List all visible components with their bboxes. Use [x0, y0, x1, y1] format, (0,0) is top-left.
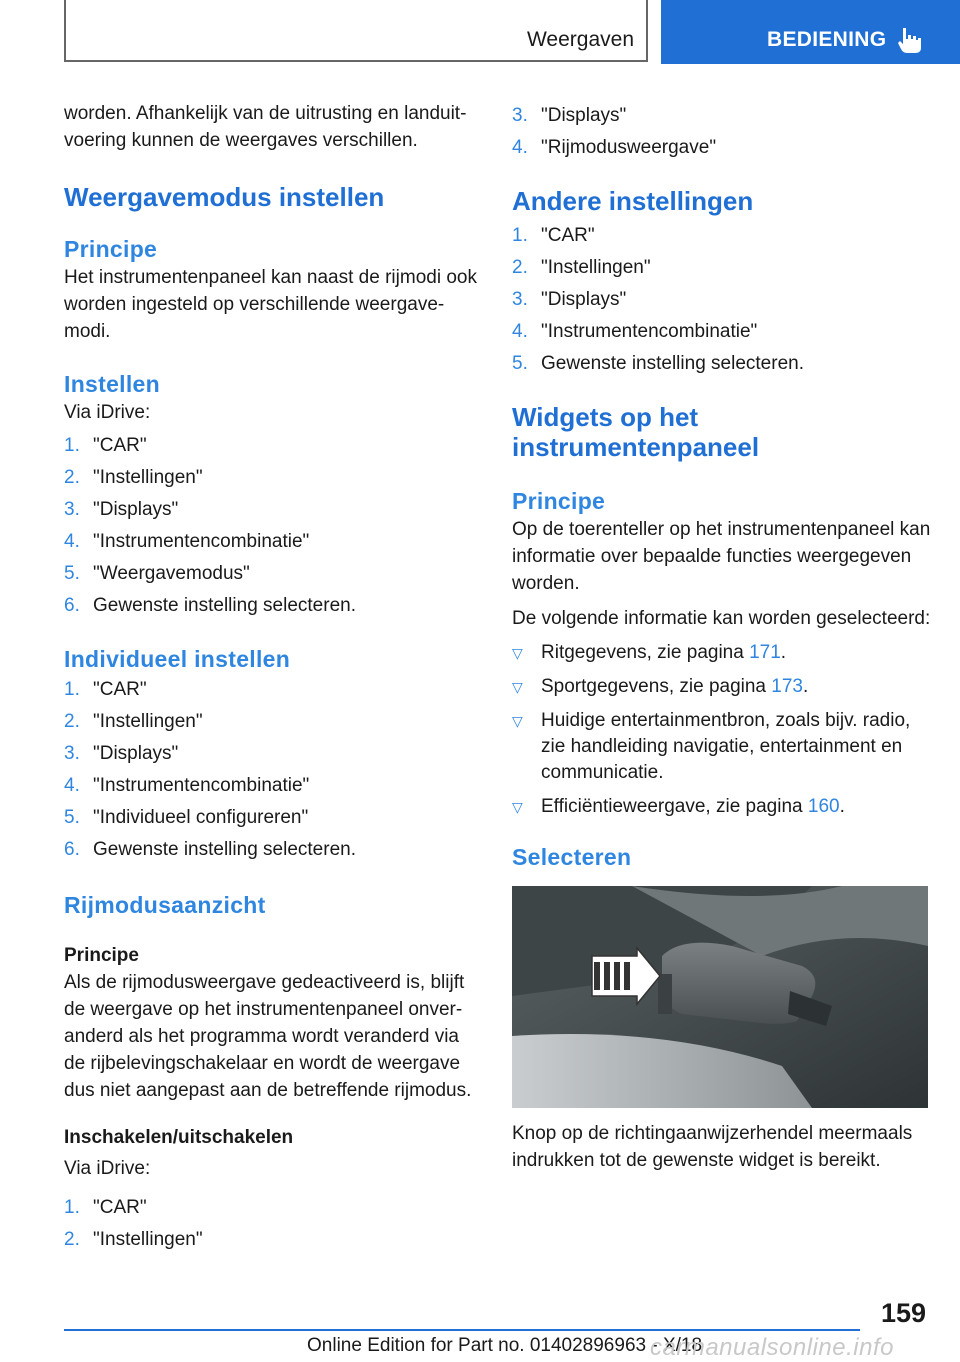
subheading-principe: Principe [64, 236, 158, 262]
list-item: 1. "CAR" [64, 679, 147, 700]
triangle-bullet-icon: ▽ [512, 713, 523, 729]
hand-pointer-icon [897, 26, 923, 54]
minor-heading-toggle: Inschakelen/uitschakelen [64, 1127, 294, 1148]
list-item: 2. "Instellingen" [512, 257, 651, 278]
list-item: 5. Gewenste instelling selecteren. [512, 353, 804, 374]
subheading-selecteren: Selecteren [512, 844, 632, 870]
toggle-steps [64, 1192, 484, 1256]
header-section-title: Weergaven [526, 28, 634, 51]
list-item: 6. Gewenste instelling selecteren. [64, 839, 356, 860]
list-item: ▽ Ritgegevens, zie pagina 171. [512, 640, 932, 666]
triangle-bullet-icon: ▽ [512, 645, 523, 661]
list-item: 1. "CAR" [512, 225, 595, 246]
footer-divider [64, 1329, 860, 1331]
individueel-steps [64, 674, 484, 866]
rijmodus-paragraph: Als de rijmodusweergave gedeactiveerd is, blijft de weergave op het instrumentenpaneel onveranderd als het programma wordt veranderd via de rijbelevingschakelaar en wordt de weergave dus niet aangepast aan de betreffende rijmodus. [64, 972, 472, 1101]
list-item: ▽ Efficiëntieweergave, zie pagina 160. [512, 794, 932, 820]
list-item: 1. "CAR" [64, 435, 147, 456]
list-item: 5. "Weergavemodus" [64, 563, 250, 584]
intro-paragraph: worden. Afhankelijk van de uitrusting en landuitvoering kunnen de weergaves verschillen. [64, 103, 467, 151]
header-section-box [64, 0, 648, 62]
list-item: 3. "Displays" [512, 105, 627, 126]
list-item: 4. "Rijmodusweergave" [512, 137, 717, 158]
list-item: 6. Gewenste instelling selecteren. [64, 595, 356, 616]
subheading-individueel: Individueel instellen [64, 646, 291, 672]
heading-widgets: Widgets op het instrumentenpaneel [512, 402, 760, 462]
photo-caption: Knop op de richtingaanwijzerhendel meermaals indrukken tot de gewenste widget is bereikt. [512, 1123, 913, 1171]
list-item: 3. "Displays" [64, 743, 179, 764]
andere-steps [512, 220, 932, 380]
heading-weergavemodus: Weergavemodus instellen [64, 182, 385, 212]
page-number: 159 [880, 1298, 926, 1328]
right-column [512, 100, 932, 1182]
list-item: 3. "Displays" [64, 499, 179, 520]
turn-signal-stalk-photo [512, 886, 928, 1108]
widgets-selectable-paragraph: De volgende informatie kan worden geselecteerd: [512, 608, 931, 629]
via-idrive-label: Via iDrive: [64, 402, 151, 423]
widgets-bullets [512, 640, 932, 820]
via-idrive-label-2: Via iDrive: [64, 1158, 151, 1179]
minor-heading-principe: Principe [64, 945, 139, 966]
heading-andere-instellingen: Andere instellingen [512, 186, 754, 216]
header-chapter-tab [661, 0, 960, 64]
triangle-bullet-icon: ▽ [512, 679, 523, 695]
subheading-rijmodusaanzicht: Rijmodusaanzicht [64, 892, 266, 918]
list-item: 1. "CAR" [64, 1197, 147, 1218]
continued-steps [512, 100, 932, 164]
page-ref-link[interactable]: 173 [771, 676, 803, 697]
list-item: 3. "Displays" [512, 289, 627, 310]
watermark-logo: carmanualsonline.info [650, 1334, 894, 1361]
list-item: 2. "Instellingen" [64, 467, 203, 488]
header-chapter-title: BEDIENING [767, 28, 887, 51]
footer-edition: Online Edition for Part no. 01402896963 - X/18 [307, 1335, 703, 1356]
instellen-steps [64, 430, 484, 622]
list-item: ▽ Sportgegevens, zie pagina 173. [512, 674, 932, 700]
subheading-principe-widgets: Principe [512, 488, 606, 514]
list-item: 2. "Instellingen" [64, 1229, 203, 1250]
principe-paragraph: Het instrumentenpaneel kan naast de rijmodi ook worden ingesteld op verschillende weergavemodi. [64, 267, 477, 342]
list-item: 4. "Instrumentencombinatie" [64, 775, 310, 796]
page-ref-link[interactable]: 171 [749, 642, 781, 663]
list-item: 4. "Instrumentencombinatie" [512, 321, 758, 342]
subheading-instellen: Instellen [64, 371, 161, 397]
left-column [64, 100, 484, 1256]
list-item: ▽ Huidige entertainmentbron, zoals bijv. radio, zie handleiding navigatie, entertainment en communicatie. [512, 710, 911, 783]
list-item: 2. "Instellingen" [64, 711, 203, 732]
page-ref-link[interactable]: 160 [807, 796, 840, 817]
list-item: 4. "Instrumentencombinatie" [64, 531, 310, 552]
list-item: 5. "Individueel configureren" [64, 807, 309, 828]
widgets-paragraph: Op de toerenteller op het instrumentenpaneel kan informatie over bepaalde functies weergegeven worden. [512, 519, 931, 594]
triangle-bullet-icon: ▽ [512, 799, 523, 815]
